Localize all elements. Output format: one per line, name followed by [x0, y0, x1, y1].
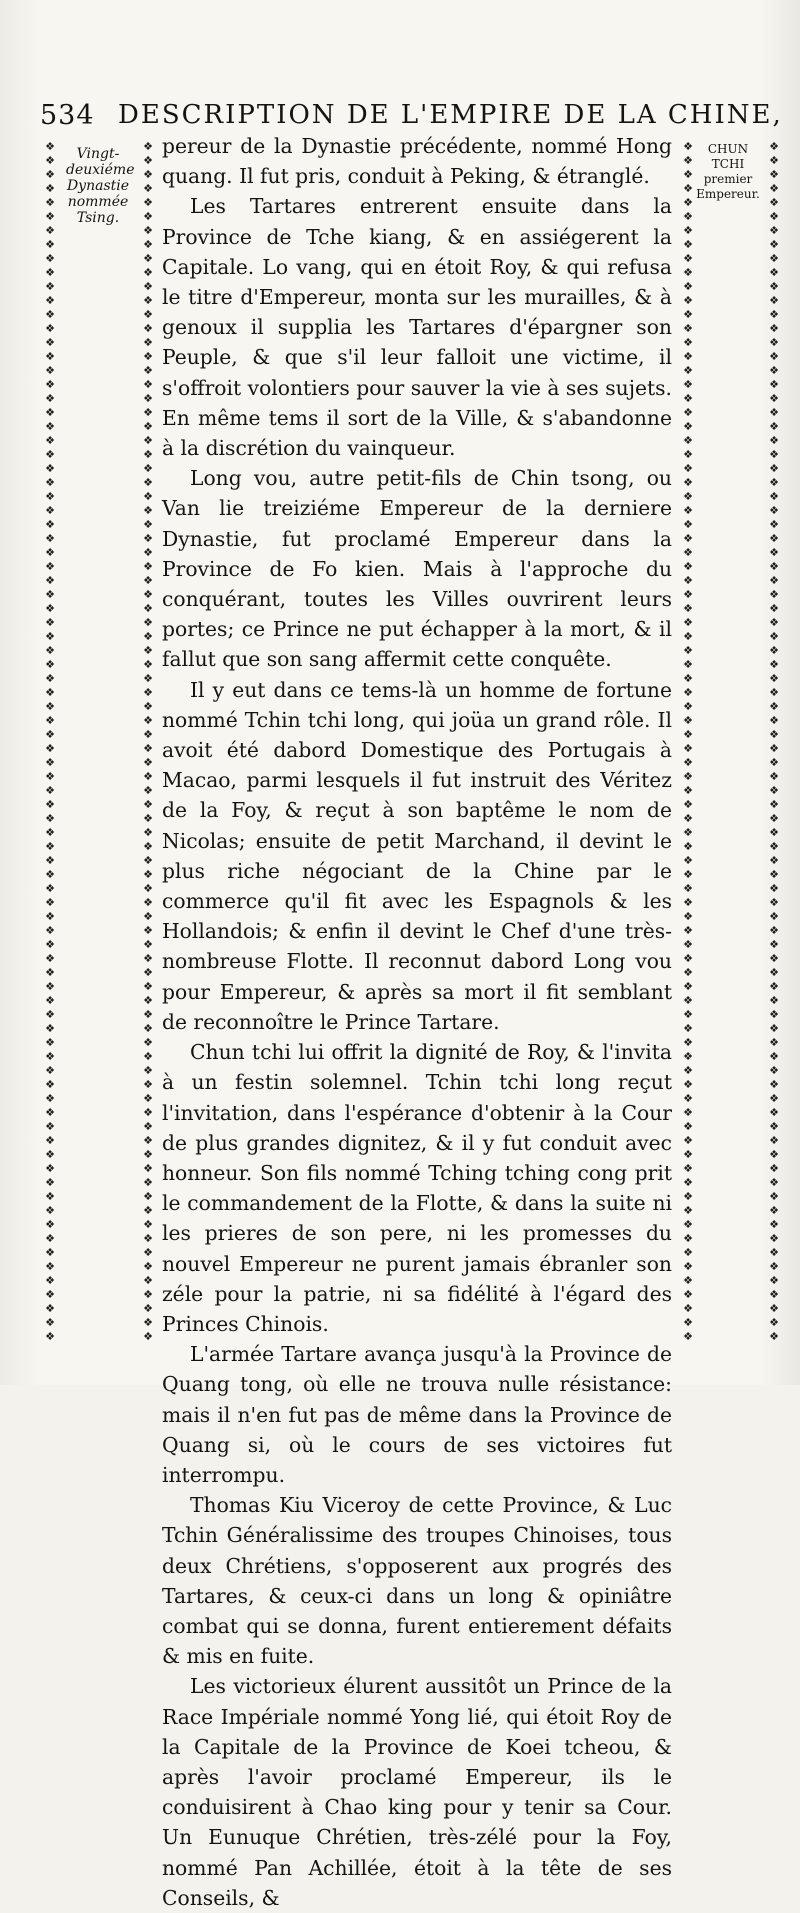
right-ornament-border: ❖❖❖❖❖❖❖❖❖❖❖❖❖❖❖❖❖❖❖❖❖❖❖❖❖❖❖❖❖❖❖❖❖❖❖❖❖❖❖❖❖❖❖❖❖❖❖❖❖❖❖❖❖❖❖❖❖❖❖❖❖❖❖❖❖❖❖❖❖❖❖❖❖❖❖❖❖❖❖❖❖❖❖❖❖❖: [769, 140, 779, 1343]
running-head: DESCRIPTION DE L'EMPIRE DE LA CHINE,: [118, 100, 783, 130]
inner-left-ornament-border: ❖❖❖❖❖❖❖❖❖❖❖❖❖❖❖❖❖❖❖❖❖❖❖❖❖❖❖❖❖❖❖❖❖❖❖❖❖❖❖❖❖❖❖❖❖❖❖❖❖❖❖❖❖❖❖❖❖❖❖❖❖❖❖❖❖❖❖❖❖❖❖❖❖❖❖❖❖❖❖❖❖❖❖❖❖❖: [143, 140, 153, 1343]
page-number: 534: [40, 100, 95, 131]
paragraph: Chun tchi lui offrit la dignité de Roy, & l'invita à un festin solemnel. Tchin tchi long reçut l'invitation, dans l'espérance d'obtenir à la Cour de plus grandes dignitez, & il y fut conduit avec honneur. Son fils nommé Tching tching cong prit le commandement de la Flotte, & dans la suite ni les prieres de son pere, ni les promesses du nouvel Empereur ne purent jamais ébranler son zéle pour la patrie, ni sa fidélité à l'égard des Princes Chinois.: [162, 1040, 672, 1336]
paragraph: L'armée Tartare avança jusqu'à la Province de Quang tong, où elle ne trouva nulle résistance: mais il n'en fut pas de même dans la Province de Quang si, où le cours de ses victoires fut interrompu.: [162, 1342, 672, 1487]
left-ornament-border: ❖❖❖❖❖❖❖❖❖❖❖❖❖❖❖❖❖❖❖❖❖❖❖❖❖❖❖❖❖❖❖❖❖❖❖❖❖❖❖❖❖❖❖❖❖❖❖❖❖❖❖❖❖❖❖❖❖❖❖❖❖❖❖❖❖❖❖❖❖❖❖❖❖❖❖❖❖❖❖❖❖❖❖❖❖❖: [45, 140, 55, 1343]
inner-right-ornament-border: ❖❖❖❖❖❖❖❖❖❖❖❖❖❖❖❖❖❖❖❖❖❖❖❖❖❖❖❖❖❖❖❖❖❖❖❖❖❖❖❖❖❖❖❖❖❖❖❖❖❖❖❖❖❖❖❖❖❖❖❖❖❖❖❖❖❖❖❖❖❖❖❖❖❖❖❖❖❖❖❖❖❖❖❖❖❖: [683, 140, 693, 1343]
paragraph: pereur de la Dynastie précédente, nommé Hong quang. Il fut pris, conduit à Peking, & étranglé.: [162, 134, 672, 189]
left-margin-note: Vingt-deuxiéme Dynastie nommée Tsing.: [66, 146, 135, 226]
paragraph: Les victorieux élurent aussitôt un Prince de la Race Impériale nommé Yong lié, qui étoit Roy de la Capitale de la Province de Koei tcheou, & après l'avoir proclamé Empereur, ils le conduisirent à Chao king pour y tenir sa Cour. Un Eunuque Chrétien, très-zélé pour la Foy, nommé Pan Achillée, étoit à la tête de ses Conseils, &: [162, 1674, 672, 1910]
body-text: [162, 131, 672, 1913]
paragraph: Thomas Kiu Viceroy de cette Province, & Luc Tchin Généralissime des troupes Chinoises, tous deux Chrétiens, s'opposerent aux progrés des Tartares, & ceux-ci dans un long & opiniâtre combat qui se donna, furent entierement défaits & mis en fuite.: [162, 1493, 672, 1669]
paragraph: Les Tartares entrerent ensuite dans la Province de Tche kiang, & en assiégerent la Capitale. Lo vang, qui en étoit Roy, & qui refusa le titre d'Empereur, monta sur les murailles, & à genoux il supplia les Tartares d'épargner son Peuple, & que s'il leur falloit une victime, il s'offroit volontiers pour sauver la vie à ses sujets. En même tems il sort de la Ville, & s'abandonne à la discrétion du vainqueur.: [162, 194, 672, 461]
paragraph: Il y eut dans ce tems-là un homme de fortune nommé Tchin tchi long, qui joüa un grand rôle. Il avoit été dabord Domestique des Portugais à Macao, parmi lesquels il fut instruit des Véritez de la Foy, & reçut à son baptême le nom de Nicolas; ensuite de petit Marchand, il devint le plus riche négociant de la Chine par le commerce qu'il fit avec les Espagnols & les Hollandois; & enfin il devint le Chef d'une très-nombreuse Flotte. Il reconnut dabord Long vou pour Empereur, & après sa mort il fit semblant de reconnoître le Prince Tartare.: [162, 677, 672, 1034]
right-margin-note: CHUN TCHI premier Empereur.: [696, 142, 760, 201]
paragraph: Long vou, autre petit-fils de Chin tsong, ou Van lie treiziéme Empereur de la derniere Dynastie, fut proclamé Empereur dans la Province de Fo kien. Mais à l'approche du conquérant, toutes les Villes ouvrirent leurs portes; ce Prince ne put échapper à la mort, & il fallut que son sang affermit cette conquête.: [162, 466, 672, 672]
